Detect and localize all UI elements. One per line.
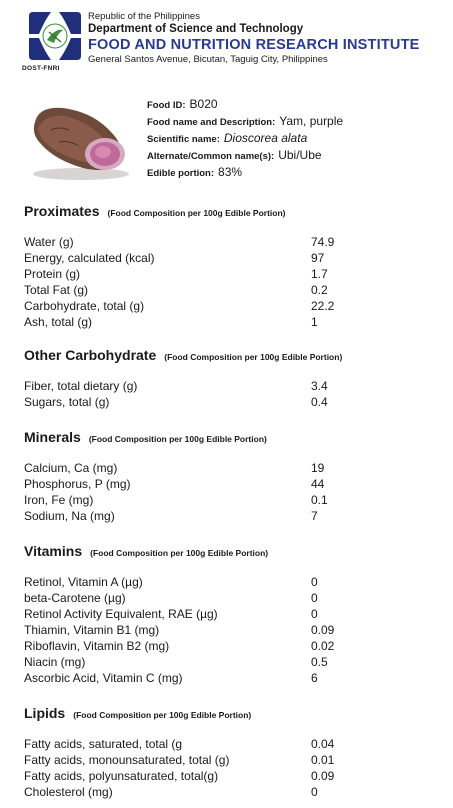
nutrient-value: 0 xyxy=(311,591,318,605)
nutrient-value: 0.2 xyxy=(311,283,328,297)
nutrient-name: Ascorbic Acid, Vitamin C (mg) xyxy=(24,671,183,685)
food-id-value: B020 xyxy=(189,97,218,111)
section-note: (Food Composition per 100g Edible Portion) xyxy=(90,548,269,558)
nutrient-row xyxy=(24,235,444,251)
nutrient-name: Cholesterol (mg) xyxy=(24,785,113,799)
nutrient-row xyxy=(24,639,444,655)
nutrient-name: Riboflavin, Vitamin B2 (mg) xyxy=(24,639,170,653)
nutrient-row xyxy=(24,251,444,267)
nutrient-row xyxy=(24,575,444,591)
edible-portion-label: Edible portion: xyxy=(147,168,215,179)
nutrient-row xyxy=(24,379,444,395)
edible-portion-value: 83% xyxy=(218,165,243,179)
section-vitamins xyxy=(24,543,268,561)
header-institute: FOOD AND NUTRITION RESEARCH INSTITUTE xyxy=(88,37,420,53)
nutrient-row xyxy=(24,315,444,331)
nutrient-row xyxy=(24,267,444,283)
nutrient-value: 7 xyxy=(311,509,318,523)
header-department: Department of Science and Technology xyxy=(88,23,304,35)
section-title: Lipids xyxy=(24,705,66,721)
nutrient-value: 0.4 xyxy=(311,395,328,409)
nutrient-value: 0.1 xyxy=(311,493,328,507)
section-title: Minerals xyxy=(24,429,81,445)
food-id xyxy=(147,97,218,111)
nutrient-row xyxy=(24,785,444,801)
alternate-name-label: Alternate/Common name(s): xyxy=(147,151,275,162)
alternate-name-value: Ubi/Ube xyxy=(278,148,322,162)
scientific-name-label: Scientific name: xyxy=(147,134,220,145)
nutrient-row xyxy=(24,395,444,411)
nutrient-value: 19 xyxy=(311,461,325,475)
nutrient-value: 6 xyxy=(311,671,318,685)
food-name xyxy=(147,114,343,128)
nutrient-name: Thiamin, Vitamin B1 (mg) xyxy=(24,623,160,637)
nutrient-row xyxy=(24,283,444,299)
section-proximates xyxy=(24,203,286,221)
section-title: Proximates xyxy=(24,203,100,219)
nutrient-value: 1 xyxy=(311,315,318,329)
nutrient-name: Retinol Activity Equivalent, RAE (µg) xyxy=(24,607,218,621)
nutrient-name: Fatty acids, polyunsaturated, total(g) xyxy=(24,769,219,783)
nutrient-name: beta-Carotene (µg) xyxy=(24,591,126,605)
nutrient-row xyxy=(24,299,444,315)
nutrient-value: 0 xyxy=(311,785,318,799)
header-republic: Republic of the Philippines xyxy=(88,11,200,22)
section-lipids xyxy=(24,705,251,723)
yam-photo xyxy=(29,96,133,182)
section-note: (Food Composition per 100g Edible Portion) xyxy=(107,208,286,218)
nutrient-name: Carbohydrate, total (g) xyxy=(24,299,145,313)
nutrient-value: 44 xyxy=(311,477,325,491)
nutrient-value: 0.5 xyxy=(311,655,328,669)
section-minerals xyxy=(24,429,267,447)
nutrient-row xyxy=(24,769,444,785)
scientific-name xyxy=(147,131,307,145)
nutrient-name: Fatty acids, monounsaturated, total (g) xyxy=(24,753,230,767)
nutrient-value: 97 xyxy=(311,251,325,265)
nutrient-row xyxy=(24,477,444,493)
nutrient-name: Retinol, Vitamin A (µg) xyxy=(24,575,143,589)
section-note: (Food Composition per 100g Edible Portion) xyxy=(88,434,267,444)
nutrient-value: 0.04 xyxy=(311,737,335,751)
nutrient-name: Iron, Fe (mg) xyxy=(24,493,94,507)
nutrient-value: 0.09 xyxy=(311,623,335,637)
nutrient-name: Sodium, Na (mg) xyxy=(24,509,115,523)
nutrient-value: 0 xyxy=(311,607,318,621)
section-note: (Food Composition per 100g Edible Portion) xyxy=(73,710,252,720)
nutrient-name: Energy, calculated (kcal) xyxy=(24,251,155,265)
nutrient-row xyxy=(24,655,444,671)
edible-portion xyxy=(147,165,242,179)
nutrient-name: Total Fat (g) xyxy=(24,283,89,297)
nutrient-value: 1.7 xyxy=(311,267,328,281)
nutrient-name: Niacin (mg) xyxy=(24,655,86,669)
logo-caption: DOST-FNRI xyxy=(22,65,60,72)
food-name-label: Food name and Description: xyxy=(147,117,276,128)
nutrient-name: Protein (g) xyxy=(24,267,81,281)
nutrient-row xyxy=(24,671,444,687)
nutrient-name: Fiber, total dietary (g) xyxy=(24,379,138,393)
section-title: Vitamins xyxy=(24,543,83,559)
nutrient-value: 0.09 xyxy=(311,769,335,783)
nutrient-value: 0.01 xyxy=(311,753,335,767)
nutrient-name: Sugars, total (g) xyxy=(24,395,110,409)
section-other-carbohydrate xyxy=(24,347,342,365)
scientific-name-value: Dioscorea alata xyxy=(223,131,308,145)
nutrient-row xyxy=(24,493,444,509)
nutrient-name: Phosphorus, P (mg) xyxy=(24,477,131,491)
nutrient-value: 3.4 xyxy=(311,379,328,393)
section-note: (Food Composition per 100g Edible Portion) xyxy=(164,352,343,362)
nutrient-name: Calcium, Ca (mg) xyxy=(24,461,118,475)
nutrient-row xyxy=(24,591,444,607)
nutrient-row xyxy=(24,737,444,753)
dost-logo xyxy=(27,10,83,62)
food-id-label: Food ID: xyxy=(147,100,186,111)
nutrient-name: Fatty acids, saturated, total (g xyxy=(24,737,183,751)
nutrient-row xyxy=(24,509,444,525)
nutrient-row xyxy=(24,753,444,769)
nutrient-row xyxy=(24,607,444,623)
nutrient-value: 22.2 xyxy=(311,299,335,313)
food-name-value: Yam, purple xyxy=(279,114,344,128)
nutrient-name: Ash, total (g) xyxy=(24,315,93,329)
nutrient-value: 0.02 xyxy=(311,639,335,653)
nutrient-name: Water (g) xyxy=(24,235,74,249)
header-address: General Santos Avenue, Bicutan, Taguig City, Philippines xyxy=(88,54,328,65)
alternate-name xyxy=(147,148,322,162)
nutrient-value: 0 xyxy=(311,575,318,589)
nutrient-value: 74.9 xyxy=(311,235,335,249)
nutrient-row xyxy=(24,461,444,477)
nutrient-row xyxy=(24,623,444,639)
section-title: Other Carbohydrate xyxy=(24,347,157,363)
